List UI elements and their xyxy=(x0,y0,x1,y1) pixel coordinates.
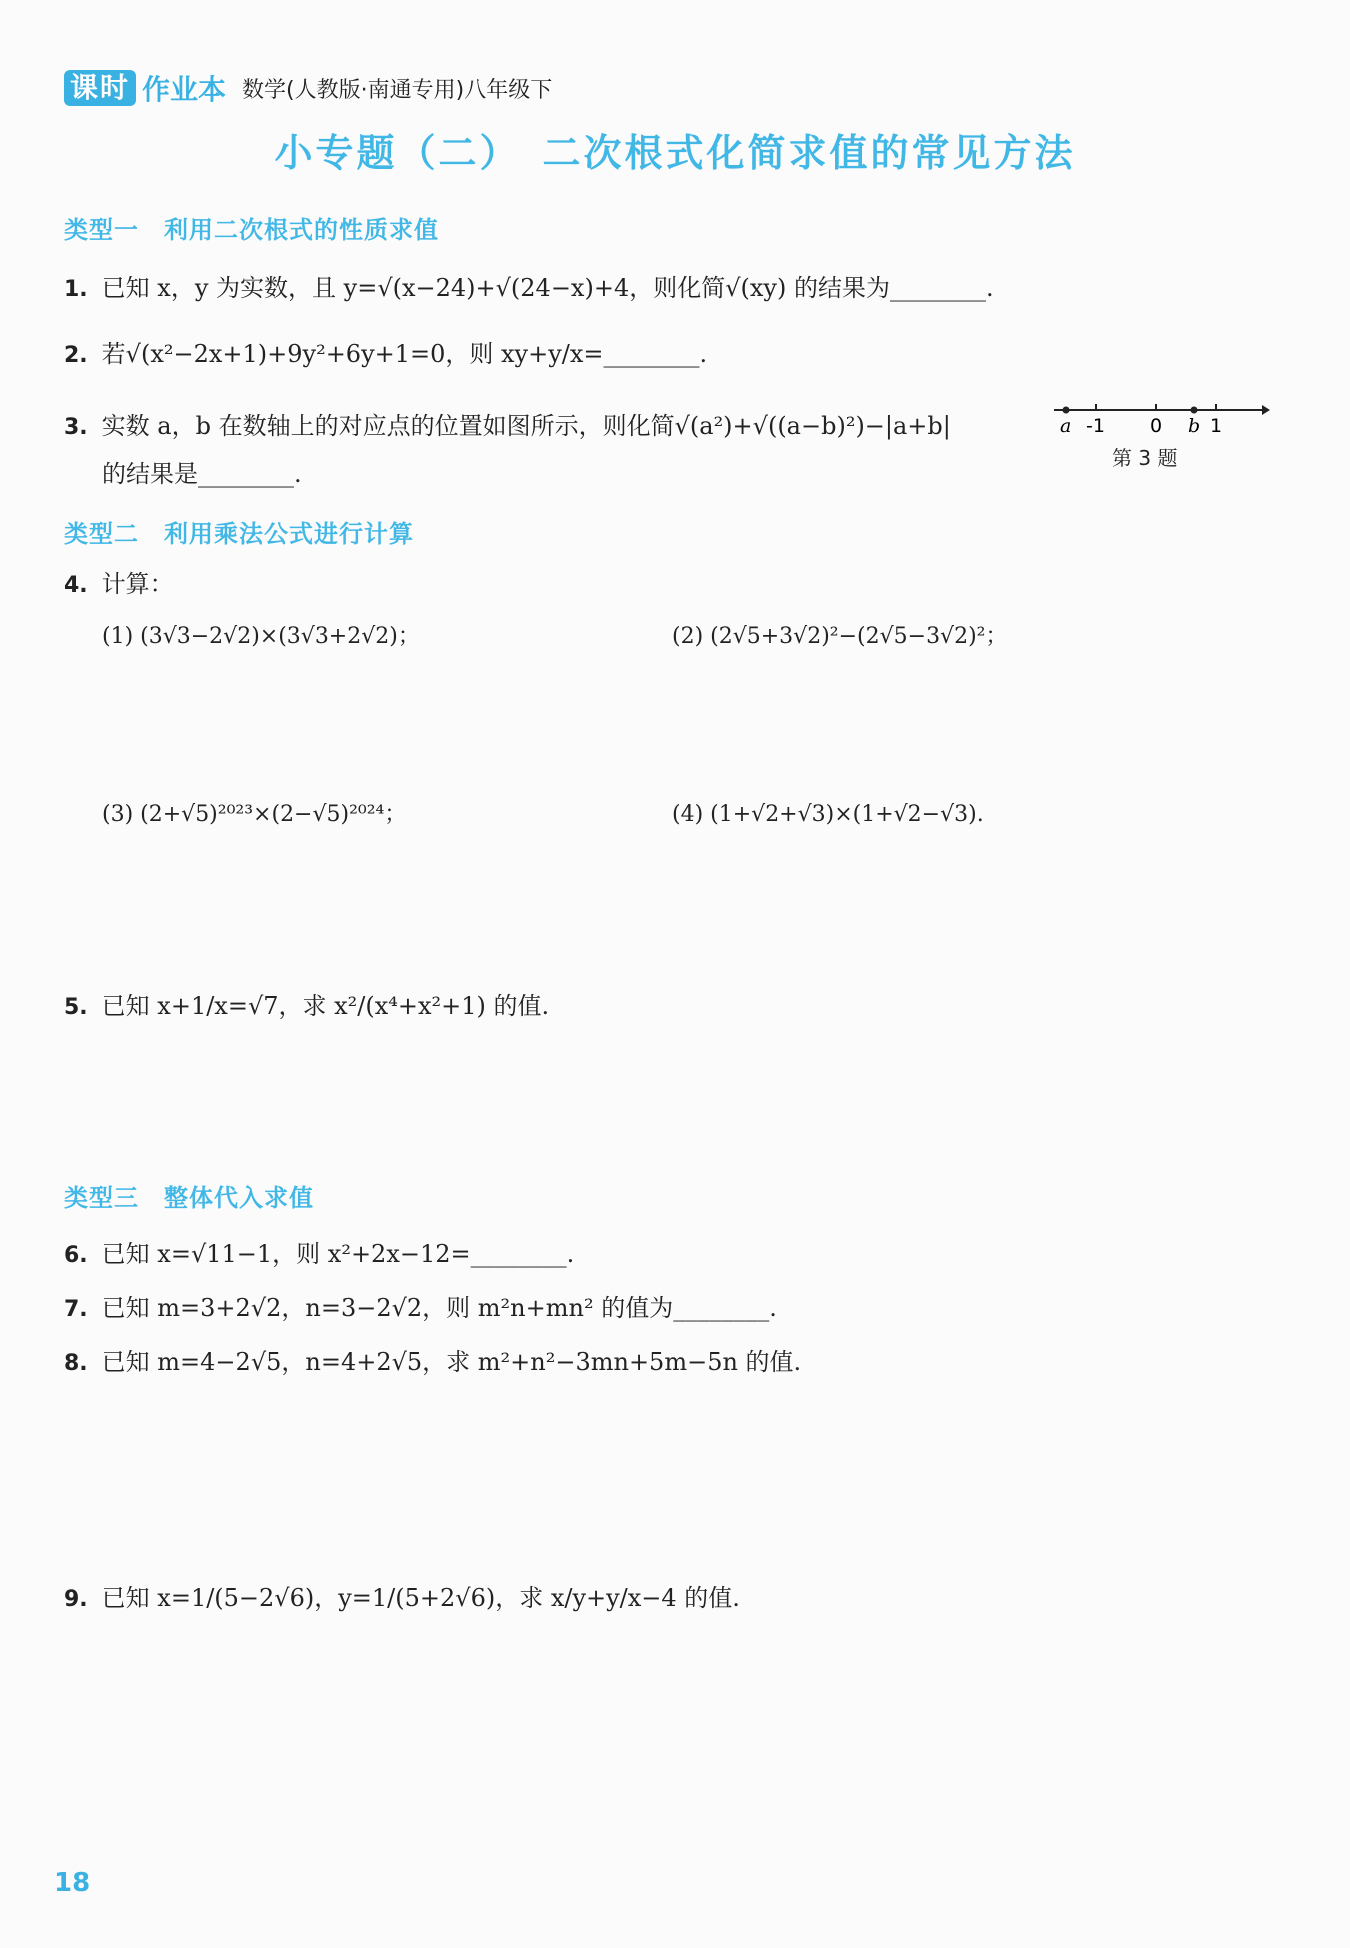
point-b xyxy=(1191,407,1198,414)
section-heading-1: 类型一 利用二次根式的性质求值 xyxy=(64,216,439,244)
question-number: 5. xyxy=(64,995,88,1020)
question-text: 若√(x²−2x+1)+9y²+6y+1=0，则 xy+y/x=________. xyxy=(101,340,708,368)
question-text: 实数 a，b 在数轴上的对应点的位置如图所示，则化简√(a²)+√((a−b)²)−|a+b| xyxy=(101,412,951,440)
arrow-right-icon xyxy=(1262,405,1270,415)
question-number: 1. xyxy=(64,277,88,302)
question-2 xyxy=(64,336,707,374)
question-5 xyxy=(64,988,549,1026)
label-zero: 0 xyxy=(1150,415,1163,437)
question-number: 8. xyxy=(64,1351,88,1376)
subject-label: 数学(人教版·南通专用)八年级下 xyxy=(242,77,553,103)
question-text: 已知 m=3+2√2，n=3−2√2，则 m²n+mn² 的值为________. xyxy=(101,1294,777,1322)
question-8 xyxy=(64,1344,801,1382)
brand xyxy=(64,68,552,108)
question-3-continued: 的结果是________. xyxy=(102,460,302,488)
question-number: 7. xyxy=(64,1297,88,1322)
question-text: 已知 x，y 为实数，且 y=√(x−24)+√(24−x)+4，则化简√(xy) 的结果为________. xyxy=(101,274,994,302)
section-heading-3: 类型三 整体代入求值 xyxy=(64,1184,314,1212)
point-a xyxy=(1063,407,1070,414)
page-title: 小专题（二） 二次根式化简求值的常见方法 xyxy=(274,131,1076,175)
question-4 xyxy=(64,566,174,604)
page-number: 18 xyxy=(54,1868,91,1898)
brand-logo: 课时 xyxy=(64,70,136,106)
question-4-part-1: (1) (3√3−2√2)×(3√3+2√2)； xyxy=(102,624,420,649)
brand-name: 作业本 xyxy=(142,73,227,106)
label-one: 1 xyxy=(1210,415,1223,437)
question-4-part-3: (3) (2+√5)²⁰²³×(2−√5)²⁰²⁴； xyxy=(102,802,407,827)
question-number: 6. xyxy=(64,1243,88,1268)
label-b: b xyxy=(1188,415,1201,437)
section-heading-2: 类型二 利用乘法公式进行计算 xyxy=(64,520,414,548)
question-6 xyxy=(64,1236,574,1274)
question-9 xyxy=(64,1580,740,1618)
question-1 xyxy=(64,270,994,308)
label-neg1: -1 xyxy=(1086,415,1105,437)
question-number: 9. xyxy=(64,1587,88,1612)
question-text: 已知 m=4−2√5，n=4+2√5，求 m²+n²−3mn+5m−5n 的值. xyxy=(101,1348,802,1376)
question-number: 4. xyxy=(64,573,88,598)
question-text: 计算： xyxy=(101,570,174,598)
figure-caption: 第 3 题 xyxy=(1112,446,1178,470)
question-text: 已知 x=√11−1，则 x²+2x−12=________. xyxy=(101,1240,575,1268)
label-a: a xyxy=(1060,415,1072,437)
question-7 xyxy=(64,1290,777,1328)
question-3 xyxy=(64,408,951,446)
question-text: 已知 x=1/(5−2√6)，y=1/(5+2√6)，求 x/y+y/x−4 的值. xyxy=(101,1584,740,1612)
question-4-part-2: (2) (2√5+3√2)²−(2√5−3√2)²； xyxy=(672,624,1008,649)
question-number: 3. xyxy=(64,415,88,440)
question-text: 已知 x+1/x=√7，求 x²/(x⁴+x²+1) 的值. xyxy=(101,992,550,1020)
question-number: 2. xyxy=(64,343,88,368)
question-4-part-4: (4) (1+√2+√3)×(1+√2−√3). xyxy=(672,802,984,827)
